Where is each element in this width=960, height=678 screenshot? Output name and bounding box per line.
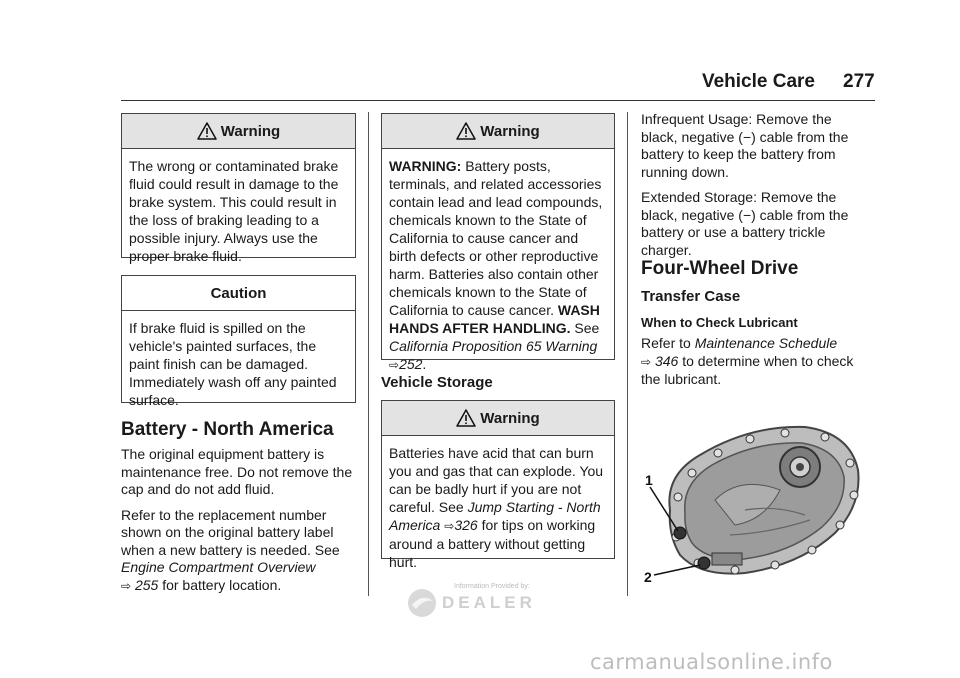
prop65-warning-body: WARNING: Battery posts, terminals, and related accessories contain lead and lead compounds, chemicals known to the State of California to cause cancer and birth defects or other reproductive harm. Batteries also contain other chemicals known to the State of California to cause cancer. WASH HANDS AFTER HANDLING. See California Proposition 65 Warning ⇨252. (389, 158, 603, 372)
battery-body-text (121, 446, 356, 603)
page-ref-arrow-icon: ⇨ (389, 358, 400, 372)
warning-heading-label: Warning (220, 122, 281, 140)
lubricant-para: Refer to Maintenance Schedule ⇨ 346 to determine when to check the lubricant. (641, 335, 854, 387)
brake-fluid-warning-box (121, 113, 356, 264)
site-watermark: carmanualsonline.info (590, 650, 833, 674)
page-ref-arrow-icon: ⇨ (121, 578, 132, 593)
lubricant-body-text (641, 335, 866, 397)
jump-starting-link[interactable]: Jump Starting - North America (389, 499, 601, 533)
watermark-brand: DEALER (442, 593, 536, 612)
battery-para-1: The original equipment battery is maintenance free. Do not remove the cap and do not add fluid. (121, 446, 353, 497)
storage-body-text (641, 111, 866, 267)
running-header-title: Vehicle Care (701, 71, 815, 92)
brake-fluid-caution-box (121, 275, 356, 408)
prop65-link[interactable]: California Proposition 65 Warning (389, 338, 598, 354)
page-ref-arrow-icon: ⇨ (641, 354, 652, 369)
warning-triangle-icon (456, 409, 476, 427)
caution-heading (122, 276, 355, 311)
watermark-caption: Information Provided by: (454, 583, 530, 590)
maintenance-schedule-link[interactable]: Maintenance Schedule (694, 335, 838, 351)
warning-triangle-icon (197, 122, 217, 140)
page-ref-255[interactable]: 255 (134, 576, 159, 593)
battery-acid-warning-box (381, 400, 615, 570)
page-ref-346[interactable]: 346 (654, 352, 679, 369)
warning-heading (382, 114, 614, 149)
engine-compartment-link[interactable]: Engine Compartment Overview (121, 559, 316, 575)
infrequent-usage-para: Infrequent Usage: Remove the black, negative (−) cable from the battery to keep the battery from running down. (641, 111, 849, 180)
dealer-logo-icon (406, 587, 438, 619)
four-wheel-drive-heading: Four-Wheel Drive (641, 258, 799, 279)
when-to-check-heading: When to Check Lubricant (641, 315, 798, 330)
vehicle-storage-heading: Vehicle Storage (381, 374, 493, 391)
caution-body: If brake fluid is spilled on the vehicle's painted surfaces, the paint finish can be damaged. Immediately wash off any painted surface. (129, 320, 337, 408)
extended-storage-para: Extended Storage: Remove the black, negative (−) cable from the battery or use a battery trickle charger. (641, 189, 849, 258)
warning-heading-label: Warning (480, 409, 540, 427)
page-ref-arrow-icon: ⇨ (444, 519, 455, 533)
page-ref-326[interactable]: 326 (454, 517, 478, 533)
transfer-case-illustration (640, 415, 870, 590)
page-number: 277 (843, 71, 875, 92)
column-divider-left (368, 112, 369, 596)
battery-section-heading: Battery - North America (121, 419, 334, 440)
header-rule (121, 100, 875, 101)
warning-heading (122, 114, 355, 149)
battery-para-2: Refer to the replacement number shown on the original battery label when a new battery is needed. See Engine Compartment Overview ⇨ 255 for battery location. (121, 506, 340, 593)
warning-heading (382, 401, 614, 436)
page-ref-252[interactable]: 252 (399, 356, 423, 372)
transfer-case-heading: Transfer Case (641, 288, 741, 305)
prop65-warning-box (381, 113, 615, 372)
warning-heading-label: Warning (480, 122, 540, 140)
warning-body: The wrong or contaminated brake fluid could result in damage to the brake system. This could result in the loss of braking leading to a possible injury. Always use the proper brake fluid. (129, 158, 339, 264)
dealer-watermark (406, 583, 546, 619)
caution-heading-label: Caution (210, 284, 267, 302)
warning-triangle-icon (456, 122, 476, 140)
callout-1: 1 (645, 472, 653, 488)
column-divider-right (627, 112, 628, 596)
battery-acid-warning-body: Batteries have acid that can burn you and gas that can explode. You can be badly hurt if you are not careful. See Jump Starting - North America ⇨326 for tips on working around a battery without getting hurt. (389, 445, 604, 570)
callout-2: 2 (644, 569, 652, 585)
